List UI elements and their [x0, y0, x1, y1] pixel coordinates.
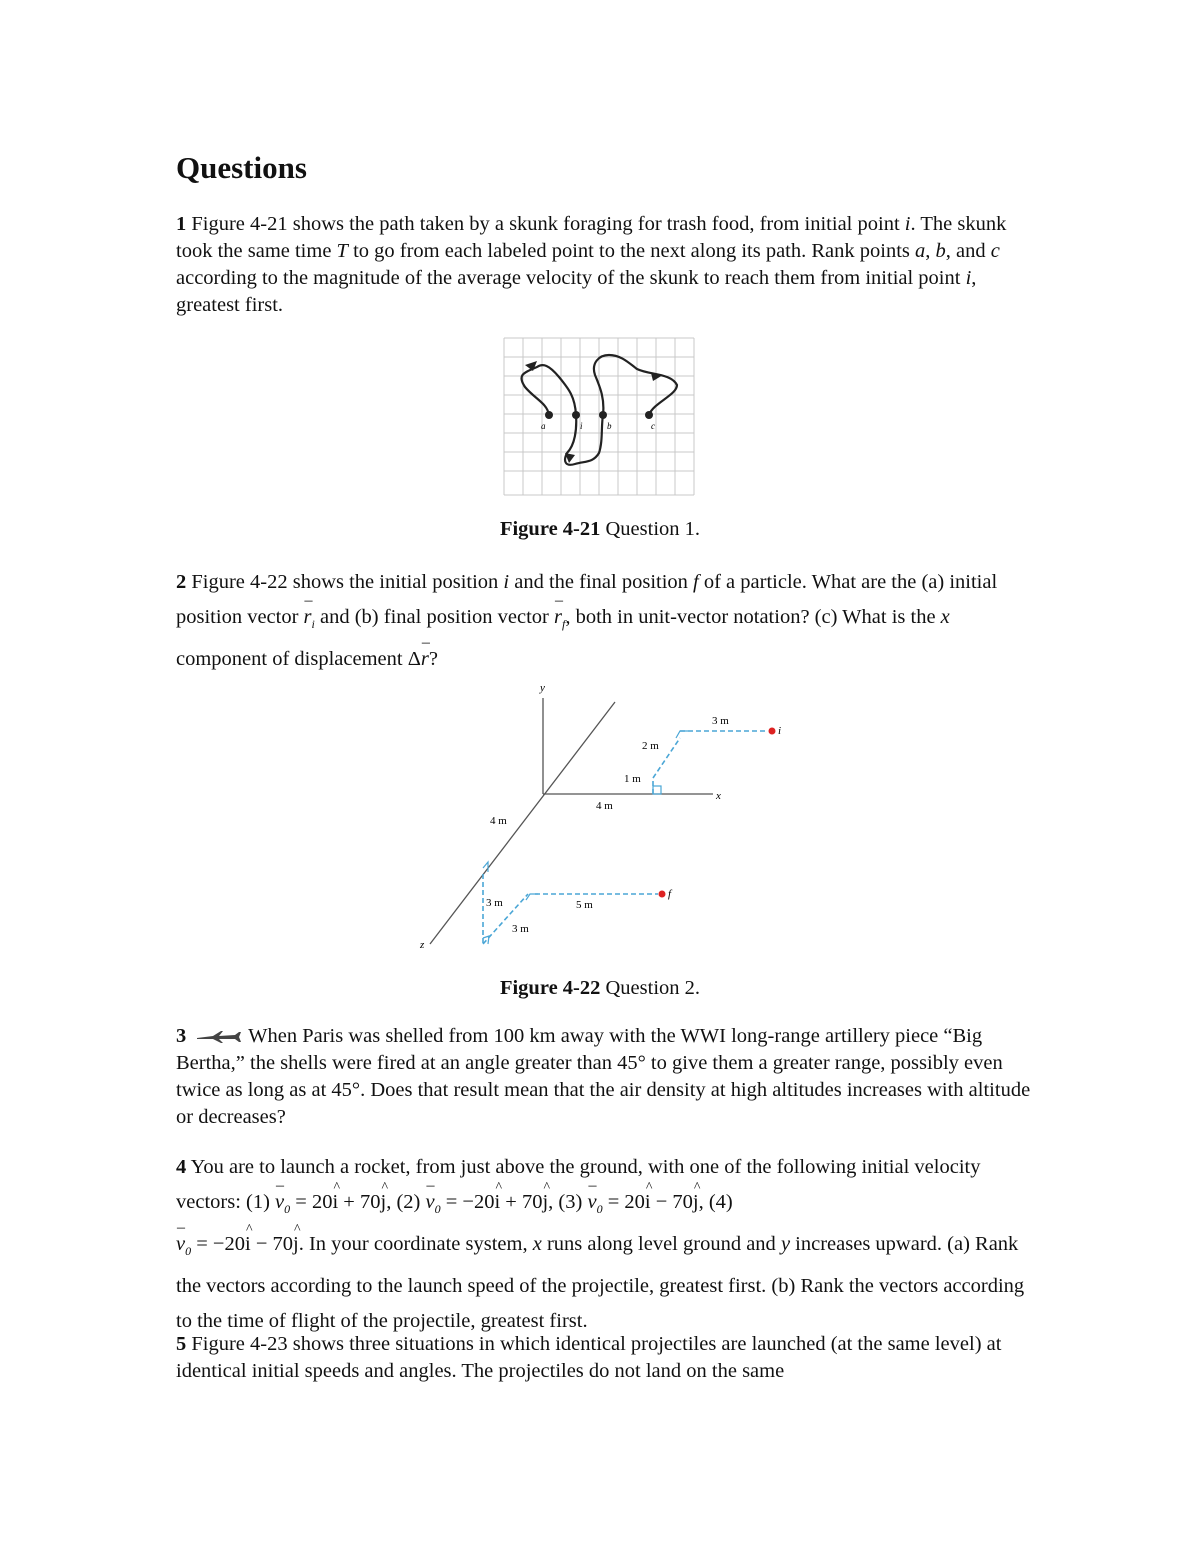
dimension-3m-top: 3 m: [712, 715, 729, 727]
page-title: Questions: [176, 150, 307, 185]
vector-r-f: – $r_f$: [554, 600, 565, 642]
path-to-i: [653, 731, 768, 794]
vector-r-i: – $r_i$: [304, 600, 315, 642]
airplane-icon: [195, 1030, 243, 1044]
question-4: 4 You are to launch a rocket, from just above the ground, with one of the following initial velocity vectors: $(1) - v_0$ = 20^ i + 70^ j, $(2) - v_0$ = −20^ i + 70^ j, $(3) - v_0$ = 20^ i − 70^ j, (4) – $v_0$ = −20^ i − 70^ j. In your coordinate system, x runs along level ground and y increases upward. (a) Rank the vectors according to the launch speed of the projectile, greatest first. (b) Rank the vectors according to the time of flight of the projectile, greatest first.: [176, 1150, 1036, 1339]
point-b-label: b: [607, 421, 612, 431]
point-a-label: a: [541, 421, 546, 431]
vector-v0-2: – $v_0$: [425, 1185, 440, 1227]
figure-4-22-caption: Figure 4-22 Question 2.: [499, 977, 701, 999]
grid: [504, 338, 694, 495]
point-f-dot: [659, 891, 666, 898]
path-to-f: [483, 874, 658, 944]
point-c-label: c: [651, 421, 655, 431]
point-f-label: f: [668, 888, 672, 900]
dimension-4m-z: 4 m: [490, 815, 507, 827]
vector-v0-3: – $v_0$: [587, 1185, 602, 1227]
vector-delta-r: – r: [421, 642, 429, 677]
question-5: 5 Figure 4-23 shows three situations in which identical projectiles are launched (at the same level) at identical initial speeds and angles. The projectiles do not land on the same: [176, 1333, 1002, 1382]
question-1: 1 Figure 4-21 shows the path taken by a skunk foraging for trash food, from initial point i. The skunk took the same time T to go from each labeled point to the next along its path. Rank points a, b, and c according to the magnitude of the average velocity of the skunk to reach them from initial point i, greatest first.: [176, 213, 1007, 316]
figure-4-21-caption: Figure 4-21 Question 1.: [499, 518, 701, 540]
figure-4-21-skunk-path: [503, 337, 697, 497]
dimension-3m-left: 3 m: [486, 897, 503, 909]
dimension-4m-x: 4 m: [596, 800, 613, 812]
question-number: 3: [176, 1025, 187, 1047]
y-axis-label: y: [540, 682, 545, 694]
dimension-5m: 5 m: [576, 899, 593, 911]
vector-v0-1: – $v_0$: [275, 1185, 290, 1227]
figure-4-22-position-vectors: [410, 676, 800, 961]
question-number: 1: [176, 213, 187, 235]
x-axis-label: x: [716, 790, 721, 802]
point-i-label: i: [778, 725, 782, 737]
question-3: 3 When Paris was shelled from 100 km away with the WWI long-range artillery piece “Big Bertha,” the shells were fired at an angle greater than 45° to give them a greater range, possibly even twice as long as at 45°. Does that result mean that the air density at high altitudes increases with altitude or decreases?: [176, 1025, 1031, 1128]
point-i-label: i: [580, 421, 583, 431]
dimension-3m-diag: 3 m: [512, 923, 529, 935]
vector-v0-4: – $v_0$: [176, 1227, 191, 1269]
axes: [430, 698, 713, 944]
dimension-1m: 1 m: [624, 773, 641, 785]
dimension-2m: 2 m: [642, 740, 659, 752]
question-number: 5: [176, 1333, 187, 1355]
question-2: 2 Figure 4-22 shows the initial position i and the final position f of a particle. What are the (a) initial position vector – $r_i$ and (b) final position vector – $r_f$, both in unit-vector notation? (c) What is the x component of displacement Δ– r?: [176, 565, 1036, 677]
point-i-dot: [769, 728, 776, 735]
question-number: 2: [176, 571, 187, 593]
z-axis-label: z: [420, 939, 425, 951]
question-number: 4: [176, 1156, 187, 1178]
